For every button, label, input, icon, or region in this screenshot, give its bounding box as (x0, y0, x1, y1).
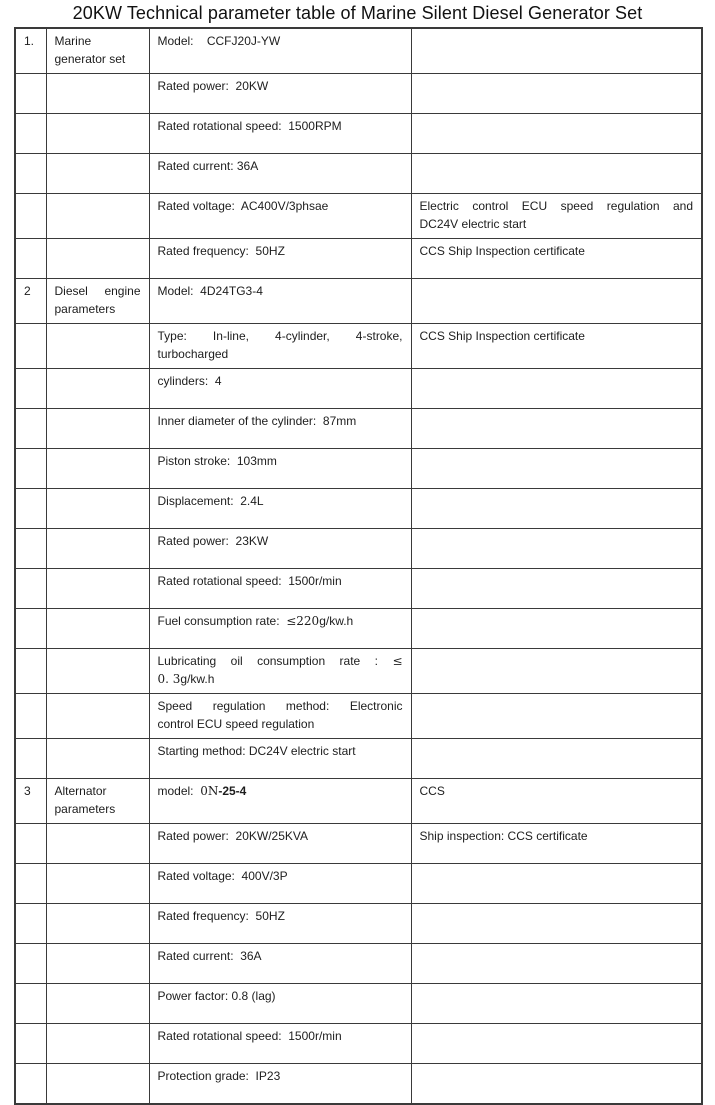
cell-line: Rated frequency: 50HZ (157, 244, 285, 258)
cell-line: Power factor: 0.8 (lag) (157, 989, 276, 1003)
cell-line: Protection grade: IP23 (157, 1069, 281, 1083)
category-cell (46, 984, 149, 1024)
cell-line: Type: In-line, 4-cylinder, 4-stroke, (157, 329, 403, 343)
table-row (15, 569, 702, 609)
table-row (15, 984, 702, 1024)
cell-line: Electric control ECU speed regulation and (419, 199, 693, 213)
note-cell (411, 609, 702, 649)
parameter-cell (149, 649, 411, 694)
parameter-cell (149, 609, 411, 649)
row-number-cell (15, 114, 46, 154)
row-number-cell (15, 449, 46, 489)
parameter-cell (149, 944, 411, 984)
parameter-table-body (15, 28, 702, 1104)
note-cell (411, 239, 702, 279)
note-cell (411, 489, 702, 529)
category-cell (46, 824, 149, 864)
row-number-cell (15, 194, 46, 239)
parameter-cell (149, 984, 411, 1024)
table-row (15, 239, 702, 279)
table-row (15, 279, 702, 324)
note-cell (411, 74, 702, 114)
cell-line: Rated rotational speed: 1500r/min (157, 574, 342, 588)
cell-line: cylinders: 4 (157, 374, 222, 388)
parameter-cell (149, 739, 411, 779)
cell-line: Model: CCFJ20J-YW (157, 34, 281, 48)
category-cell (46, 74, 149, 114)
table-row (15, 409, 702, 449)
row-number-cell (15, 824, 46, 864)
cell-line: DC24V electric start (419, 217, 527, 231)
category-cell (46, 1024, 149, 1064)
category-cell (46, 1064, 149, 1105)
note-cell (411, 1064, 702, 1105)
row-number-cell (15, 649, 46, 694)
cell-line: turbocharged (157, 347, 229, 361)
parameter-cell (149, 154, 411, 194)
category-cell (46, 694, 149, 739)
cell-line: Model: 4D24TG3-4 (157, 284, 263, 298)
row-number-cell (15, 944, 46, 984)
note-cell (411, 984, 702, 1024)
table-row (15, 779, 702, 824)
category-cell (46, 529, 149, 569)
cell-line: parameters (54, 802, 116, 816)
row-number-cell (15, 609, 46, 649)
parameter-cell (149, 529, 411, 569)
category-cell (46, 569, 149, 609)
table-row (15, 154, 702, 194)
parameter-cell (149, 369, 411, 409)
cell-line: Rated rotational speed: 1500r/min (157, 1029, 342, 1043)
table-row (15, 864, 702, 904)
note-cell (411, 779, 702, 824)
parameter-cell (149, 489, 411, 529)
cell-line: CCS Ship Inspection certificate (419, 244, 585, 258)
cell-line: Diesel engine (54, 284, 141, 298)
note-cell (411, 279, 702, 324)
cell-line: CCS Ship Inspection certificate (419, 329, 585, 343)
category-cell (46, 279, 149, 324)
category-cell (46, 369, 149, 409)
cell-line: model: 0N-25-4 (157, 784, 247, 798)
note-cell (411, 154, 702, 194)
category-cell (46, 739, 149, 779)
cell-line: Displacement: 2.4L (157, 494, 264, 508)
note-cell (411, 449, 702, 489)
note-cell (411, 739, 702, 779)
table-row (15, 609, 702, 649)
note-cell (411, 28, 702, 74)
cell-line: Piston stroke: 103mm (157, 454, 277, 468)
table-row (15, 529, 702, 569)
note-cell (411, 944, 702, 984)
category-cell (46, 609, 149, 649)
cell-line: control ECU speed regulation (157, 717, 315, 731)
cell-line: CCS (419, 784, 445, 798)
table-row (15, 194, 702, 239)
parameter-cell (149, 28, 411, 74)
note-cell (411, 649, 702, 694)
cell-line: Rated rotational speed: 1500RPM (157, 119, 342, 133)
parameter-cell (149, 114, 411, 154)
parameter-cell (149, 779, 411, 824)
category-cell (46, 944, 149, 984)
table-row (15, 489, 702, 529)
parameter-cell (149, 74, 411, 114)
cell-line: Rated power: 20KW/25KVA (157, 829, 309, 843)
cell-line: Inner diameter of the cylinder: 87mm (157, 414, 357, 428)
table-row (15, 824, 702, 864)
row-number-cell: 3 (15, 779, 46, 824)
table-row (15, 944, 702, 984)
cell-line: Rated voltage: 400V/3P (157, 869, 288, 883)
cell-line: Speed regulation method: Electronic (157, 699, 403, 713)
row-number-cell (15, 739, 46, 779)
row-number-cell (15, 529, 46, 569)
parameter-cell (149, 449, 411, 489)
cell-line: Rated current: 36A (157, 159, 259, 173)
note-cell (411, 1024, 702, 1064)
category-cell (46, 324, 149, 369)
cell-line: Rated current: 36A (157, 949, 262, 963)
cell-line: Rated voltage: AC400V/3phsae (157, 199, 329, 213)
table-row (15, 449, 702, 489)
note-cell (411, 864, 702, 904)
cell-line: Rated power: 20KW (157, 79, 269, 93)
parameter-cell (149, 279, 411, 324)
row-number-cell (15, 694, 46, 739)
row-number-cell (15, 369, 46, 409)
cell-line: Rated power: 23KW (157, 534, 269, 548)
category-cell (46, 114, 149, 154)
row-number-cell (15, 409, 46, 449)
category-cell (46, 449, 149, 489)
cell-line: Alternator (54, 784, 107, 798)
row-number-cell (15, 74, 46, 114)
table-row (15, 1024, 702, 1064)
cell-line: generator set (54, 52, 126, 66)
row-number-cell (15, 1064, 46, 1105)
cell-line: Starting method: DC24V electric start (157, 744, 356, 758)
table-row (15, 28, 702, 74)
parameter-cell (149, 239, 411, 279)
row-number-cell (15, 864, 46, 904)
cell-line: Rated frequency: 50HZ (157, 909, 285, 923)
row-number-cell (15, 324, 46, 369)
category-cell (46, 489, 149, 529)
parameter-cell (149, 324, 411, 369)
parameter-cell (149, 824, 411, 864)
table-row (15, 739, 702, 779)
cell-line: Ship inspection: CCS certificate (419, 829, 588, 843)
row-number-cell (15, 239, 46, 279)
row-number-cell (15, 984, 46, 1024)
category-cell (46, 154, 149, 194)
parameter-table (14, 27, 703, 1105)
table-row (15, 369, 702, 409)
cell-line: 0. 3g/kw.h (157, 672, 215, 686)
parameter-cell (149, 694, 411, 739)
row-number-cell: 1. (15, 28, 46, 74)
cell-line: parameters (54, 302, 116, 316)
note-cell (411, 409, 702, 449)
parameter-cell (149, 864, 411, 904)
table-row (15, 324, 702, 369)
note-cell (411, 569, 702, 609)
cell-line: Marine (54, 34, 92, 48)
parameter-cell (149, 194, 411, 239)
note-cell (411, 529, 702, 569)
category-cell (46, 864, 149, 904)
cell-line: Lubricating oil consumption rate : ≤ (157, 654, 403, 668)
parameter-cell (149, 569, 411, 609)
table-row (15, 649, 702, 694)
note-cell (411, 114, 702, 154)
table-row (15, 694, 702, 739)
note-cell (411, 694, 702, 739)
parameter-cell (149, 1064, 411, 1105)
category-cell (46, 239, 149, 279)
category-cell (46, 649, 149, 694)
category-cell (46, 779, 149, 824)
row-number-cell (15, 154, 46, 194)
note-cell (411, 194, 702, 239)
row-number-cell: 2 (15, 279, 46, 324)
note-cell (411, 369, 702, 409)
category-cell (46, 28, 149, 74)
note-cell (411, 824, 702, 864)
row-number-cell (15, 569, 46, 609)
row-number-cell (15, 1024, 46, 1064)
category-cell (46, 194, 149, 239)
table-row (15, 1064, 702, 1105)
table-row (15, 74, 702, 114)
table-row (15, 114, 702, 154)
parameter-cell (149, 1024, 411, 1064)
parameter-cell (149, 409, 411, 449)
category-cell (46, 409, 149, 449)
row-number-cell (15, 489, 46, 529)
cell-line: Fuel consumption rate: ≤220g/kw.h (157, 614, 354, 628)
note-cell (411, 324, 702, 369)
page-title: 20KW Technical parameter table of Marine Silent Diesel Generator Set (72, 3, 643, 23)
